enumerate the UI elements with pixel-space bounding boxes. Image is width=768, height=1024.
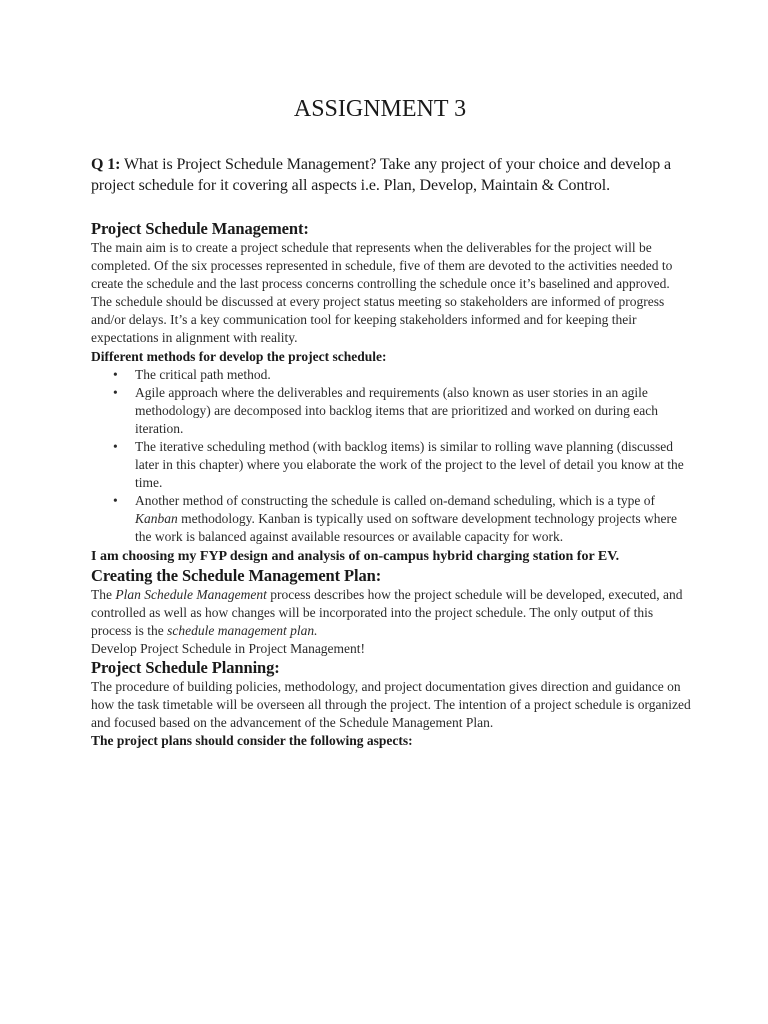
question-1 xyxy=(91,155,691,196)
aspects-heading: The project plans should consider the following aspects: xyxy=(91,733,413,749)
question-label: Q 1: xyxy=(91,156,121,173)
emphasis-plan-schedule: Plan Schedule Management xyxy=(115,586,267,602)
text-segment: process describes how the project schedule will be developed, executed, and controlled as well as how changes will be incorporated into the project schedule. The only output of this process is the xyxy=(91,586,683,638)
question-text: What is Project Schedule Management? Take any project of your choice and develop a project schedule for it covering all aspects i.e. Plan, Develop, Maintain & Control. xyxy=(91,156,672,194)
emphasis-schedule-plan: schedule management plan. xyxy=(167,622,318,638)
methods-heading: Different methods for develop the project schedule: xyxy=(91,348,387,364)
list-item-text: Agile approach where the deliverables and requirements (also known as user stories in an agile methodology) are decomposed into backlog items that are prioritized and worked on during each iteration. xyxy=(135,384,658,436)
bullet-icon: • xyxy=(113,366,118,382)
list-item xyxy=(113,438,691,492)
text-segment: The xyxy=(91,586,116,602)
section-heading-schedule-planning: Project Schedule Planning: xyxy=(91,657,280,677)
bullet-icon: • xyxy=(113,493,118,509)
document-body xyxy=(91,219,691,750)
document-title: ASSIGNMENT 3 xyxy=(293,96,467,122)
kanban-emphasis: Kanban xyxy=(135,511,178,527)
schedule-plan-paragraph xyxy=(91,586,691,640)
bullet-icon: • xyxy=(113,438,118,454)
list-item xyxy=(113,384,691,438)
list-item-text: The critical path method. xyxy=(135,366,271,382)
list-item xyxy=(113,492,691,546)
schedule-planning-paragraph: The procedure of building policies, methodology, and project documentation gives direction and guidance on how the task timetable will be overseen all through the project. The intention of a project schedule is organized and focused based on the advancement of the Schedule Management Plan. xyxy=(91,678,691,731)
methods-list xyxy=(91,366,691,547)
project-choice: I am choosing my FYP design and analysis of on-campus hybrid charging station for EV. xyxy=(91,548,620,564)
section-heading-schedule-management: Project Schedule Management: xyxy=(91,219,309,238)
list-item-text-pre: Another method of constructing the schedule is called on-demand scheduling, which is a type of xyxy=(135,493,655,509)
schedule-management-paragraph: The main aim is to create a project schedule that represents when the deliverables for the project will be completed. Of the six processes represented in schedule, five of them are devoted to the activities needed to create the schedule and the last process concerns controlling the schedule once it’s baselined and approved. The schedule should be discussed at every project status meeting so stakeholders are informed of progress and/or delays. It’s a key communication tool for keeping stakeholders informed and for keeping their expectations in alignment with reality. xyxy=(91,240,673,346)
bullet-icon: • xyxy=(113,384,118,400)
list-item-text-post: methodology. Kanban is typically used on software development technology projects where the work is balanced against available resources or available capacity for work. xyxy=(135,511,678,545)
list-item-text: The iterative scheduling method (with backlog items) is similar to rolling wave planning (discussed later in this chapter) where you elaborate the work of the project to the level of detail you know at the time. xyxy=(135,438,684,491)
section-heading-schedule-plan: Creating the Schedule Management Plan: xyxy=(91,565,382,585)
list-item xyxy=(113,366,691,384)
develop-schedule-line: Develop Project Schedule in Project Management! xyxy=(91,640,366,656)
